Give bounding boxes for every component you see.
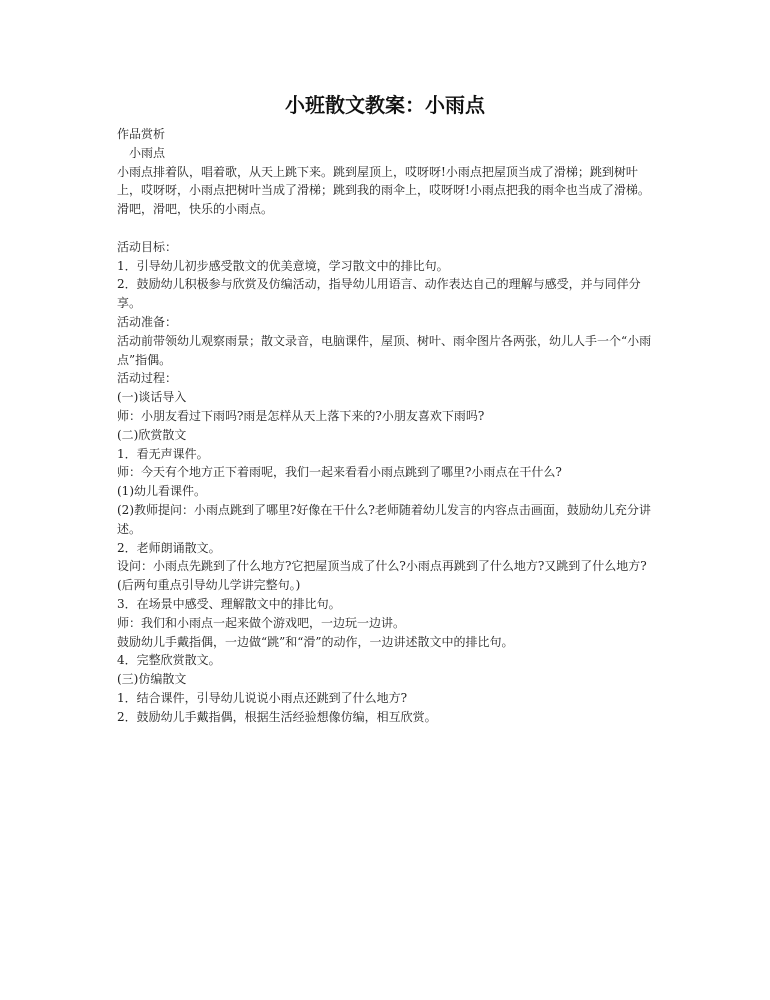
poem-title: 小雨点: [129, 145, 166, 160]
process-text: 1．结合课件，引导幼儿说说小雨点还跳到了什么地方?: [117, 690, 408, 705]
process-text: 4．完整欣赏散文。: [117, 653, 221, 668]
process-text: 2．老师朗诵散文。: [117, 540, 221, 555]
process-text: (2)教师提问：小雨点跳到了哪里?好像在干什么?老师随着幼儿发言的内容点击画面，鼓励幼儿充分讲述。: [117, 502, 651, 536]
process-text: 1．看无声课件。: [117, 446, 209, 461]
process-text: 设问：小雨点先跳到了什么地方?它把屋顶当成了什么?小雨点再跳到了什么地方?又跳到了什么地方?(后两句重点引导幼儿学讲完整句。): [117, 559, 647, 593]
process-step-heading: (三)仿编散文: [117, 672, 187, 687]
document-body: [117, 125, 657, 727]
process-text: 师：今天有个地方正下着雨呢，我们一起来看看小雨点跳到了哪里?小雨点在干什么?: [117, 465, 562, 480]
section-heading-process: 活动过程：: [117, 371, 178, 386]
process-text: 3．在场景中感受、理解散文中的排比句。: [117, 596, 341, 611]
blank-line: [117, 219, 657, 238]
preparation-text: 活动前带领幼儿观察雨景；散文录音，电脑课件，屋顶、树叶、雨伞图片各两张，幼儿人手一个“小雨点”指偶。: [117, 333, 652, 367]
document-title: 小班散文教案：小雨点: [285, 93, 485, 117]
goal-item: 1．引导幼儿初步感受散文的优美意境，学习散文中的排比句。: [117, 258, 449, 273]
process-step-heading: (一)谈话导入: [117, 390, 187, 405]
process-text: (1)幼儿看课件。: [117, 484, 206, 499]
process-text: 2．鼓励幼儿手戴指偶，根据生活经验想像仿编，相互欣赏。: [117, 709, 437, 724]
process-text: 师：我们和小雨点一起来做个游戏吧，一边玩一边讲。: [117, 615, 406, 630]
goal-item: 2．鼓励幼儿积极参与欣赏及仿编活动，指导幼儿用语言、动作表达自己的理解与感受，并与同伴分享。: [117, 277, 641, 311]
process-text: 鼓励幼儿手戴指偶，一边做“跳”和“滑”的动作，一边讲述散文中的排比句。: [117, 634, 514, 649]
section-heading-preparation: 活动准备：: [117, 314, 178, 329]
section-heading-goals: 活动目标：: [117, 239, 178, 254]
process-step-heading: (二)欣赏散文: [117, 427, 187, 442]
poem-text: 小雨点排着队，唱着歌，从天上跳下来。跳到屋顶上，哎呀呀!小雨点把屋顶当成了滑梯；跳到树叶上，哎呀呀，小雨点把树叶当成了滑梯；跳到我的雨伞上，哎呀呀!小雨点把我的雨伞也当成了滑梯。滑吧，滑吧，快乐的小雨点。: [117, 164, 650, 217]
process-text: 师：小朋友看过下雨吗?雨是怎样从天上落下来的?小朋友喜欢下雨吗?: [117, 408, 485, 423]
section-heading-appreciation: 作品赏析: [117, 127, 166, 141]
